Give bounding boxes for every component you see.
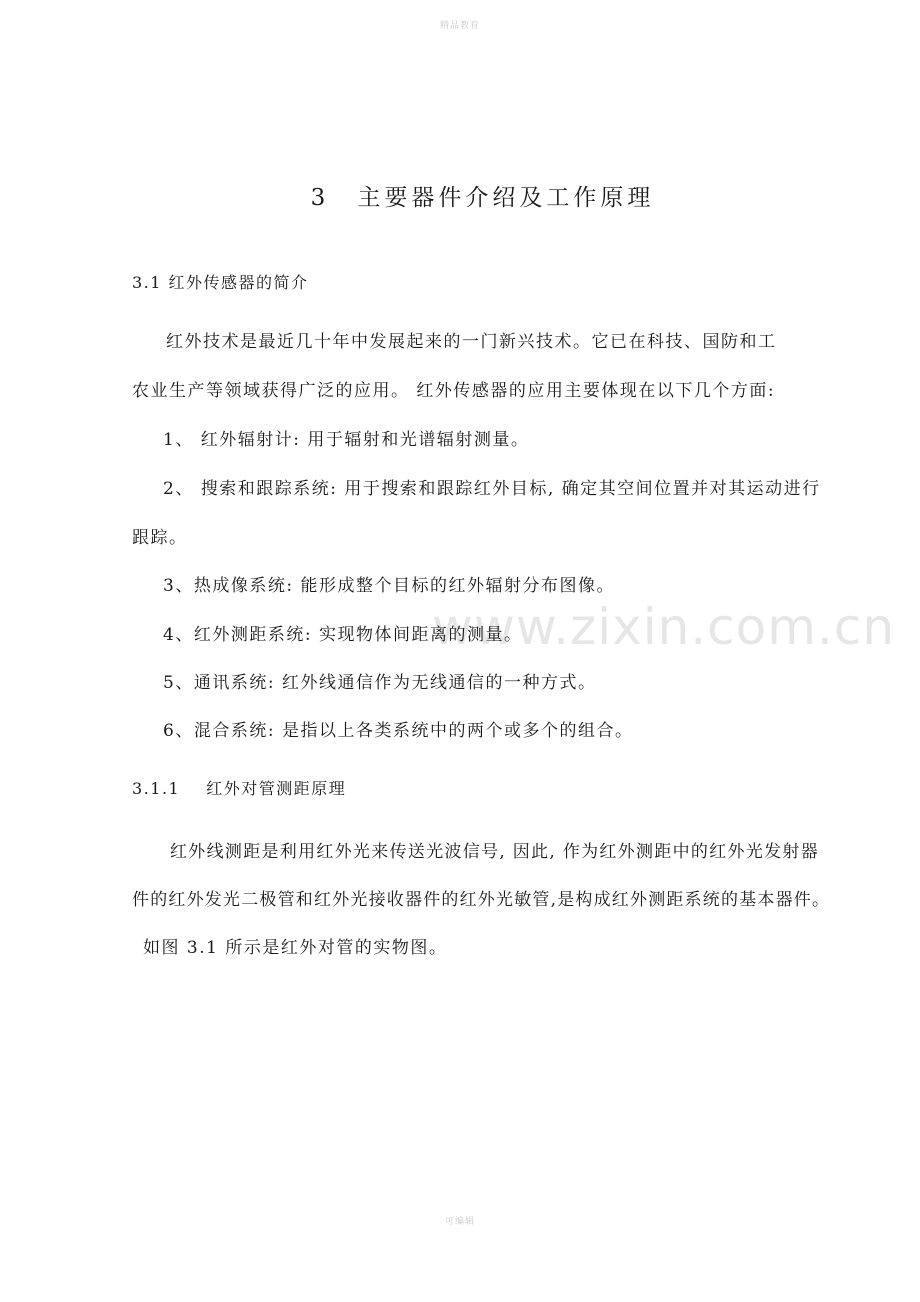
page-footer-mark: 可编辑: [444, 1217, 475, 1227]
chapter-title-text: 主要器件介绍及工作原理: [357, 185, 655, 211]
watermark: www.zixin.com.cn: [432, 598, 896, 656]
section-3-1-1-number: 3.1.1: [132, 779, 181, 798]
principle-paragraph-line-3: 如图 3.1 所示是红外对管的实物图。: [143, 938, 448, 958]
application-item-6: 6、混合系统: 是指以上各类系统中的两个或多个的组合。: [163, 721, 634, 741]
section-3-1-1-title: 红外对管测距原理: [206, 779, 347, 798]
application-item-1: 1、 红外辐射计: 用于辐射和光谱辐射测量。: [163, 430, 530, 450]
principle-paragraph-line-2: 件的红外发光二极管和红外光接收器件的红外光敏管,是构成红外测距系统的基本器件。: [132, 890, 831, 910]
intro-paragraph-line-2: 农业生产等领域获得广泛的应用。 红外传感器的应用主要体现在以下几个方面:: [132, 381, 776, 401]
application-item-3: 3、热成像系统: 能形成整个目标的红外辐射分布图像。: [163, 576, 615, 596]
application-item-4: 4、红外测距系统: 实现物体间距离的测量。: [163, 625, 523, 645]
application-item-2-line-2: 跟踪。: [132, 528, 188, 548]
chapter-number: 3: [310, 185, 330, 211]
section-heading-3-1: 3.1 红外传感器的简介: [132, 273, 309, 292]
page-header-mark: 精品教育: [439, 21, 480, 31]
application-item-2-line-1: 2、 搜索和跟踪系统: 用于搜索和跟踪红外目标, 确定其空间位置并对其运动进行: [163, 479, 821, 499]
chapter-title: [0, 183, 920, 213]
application-item-5: 5、通讯系统: 红外线通信作为无线通信的一种方式。: [163, 673, 597, 693]
intro-paragraph-line-1: 红外技术是最近几十年中发展起来的一门新兴技术。它已在科技、国防和工: [166, 332, 777, 352]
section-heading-3-1-1: [132, 778, 346, 800]
principle-paragraph-line-1: 红外线测距是利用红外光来传送光波信号, 因此, 作为红外测距中的红外光发射器: [170, 842, 820, 862]
